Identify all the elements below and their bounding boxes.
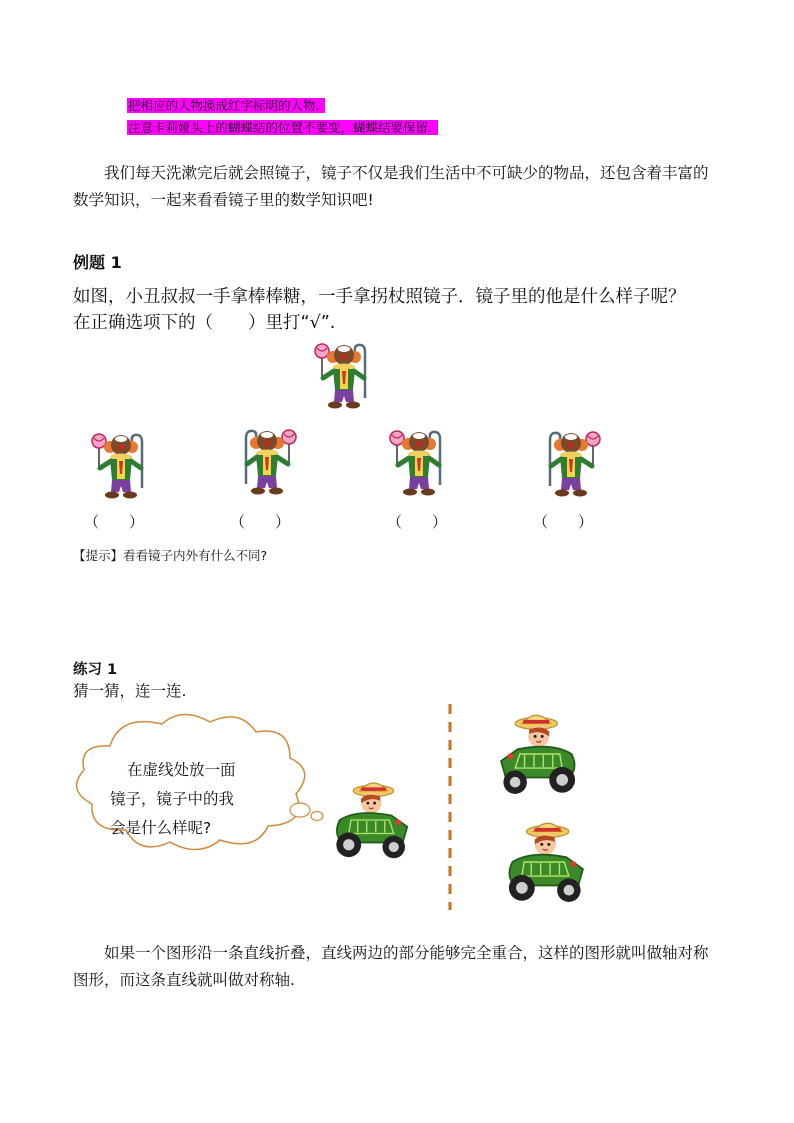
instruction-note-1: 把相应的人物换成红字标明的人物.: [127, 98, 325, 113]
clown-original-image: [309, 336, 381, 412]
clown-option-c-image: [384, 422, 456, 500]
kid-car-option-top-image[interactable]: [494, 704, 588, 804]
definition-line-1: 如果一个图形沿一条直线折叠，直线两边的部分能够完全重合，这样的图形就叫做轴对称: [104, 944, 709, 962]
clown-option-b-image: [232, 420, 304, 500]
kid-car-option-bottom-image[interactable]: [496, 812, 590, 912]
practice-instruction: 猜一猜，连一连.: [73, 682, 187, 700]
example-hint: 【提示】看看镜子内外有什么不同?: [73, 548, 268, 563]
intro-line-2: 数学知识，一起来看看镜子里的数学知识吧!: [73, 191, 374, 209]
example-question-line-2: 在正确选项下的（ ）里打“√”.: [73, 313, 336, 333]
example-title: 例题 1: [73, 253, 122, 272]
bubble-line-2: 镜子，镜子中的我: [110, 790, 235, 808]
answer-blank-a[interactable]: （ ）: [84, 513, 145, 531]
practice-title: 练习 1: [73, 662, 118, 678]
definition-line-2: 图形，而这条直线就叫做对称轴.: [73, 971, 295, 989]
answer-blank-d[interactable]: （ ）: [533, 513, 594, 531]
instruction-note-2: 注意卡莉娅头上的蝴蝶结的位置不要变，蝴蝶结要保留.: [127, 120, 438, 135]
clown-option-d-image: [536, 424, 608, 500]
answer-blank-c[interactable]: （ ）: [387, 513, 448, 531]
intro-line-1: 我们每天洗漱完后就会照镜子，镜子不仅是我们生活中不可缺少的物品，还包含着丰富的: [104, 164, 709, 182]
bubble-line-3: 会是什么样呢?: [110, 819, 212, 837]
example-question-line-1: 如图，小丑叔叔一手拿棒棒糖，一手拿拐杖照镜子．镜子里的他是什么样子呢？: [73, 287, 686, 307]
answer-blank-b[interactable]: （ ）: [230, 513, 291, 531]
kid-car-original-image: [324, 772, 414, 868]
mirror-dashed-line: [446, 704, 454, 910]
clown-option-a-image: [86, 426, 158, 502]
bubble-line-1: 在虚线处放一面: [127, 761, 236, 779]
